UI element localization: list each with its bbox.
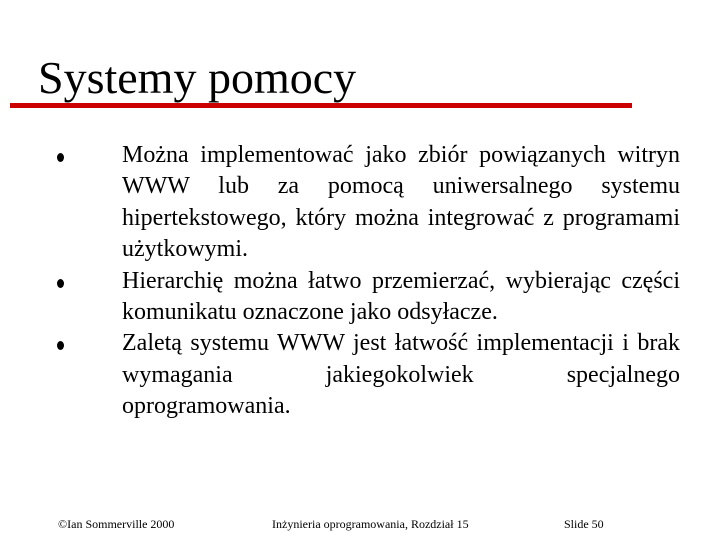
footer-course-title: Inżynieria oprogramowania, Rozdział 15 — [272, 517, 469, 531]
bullet-text: Można implementować jako zbiór powiązanych witryn WWW lub za pomocą uniwersalnego systemu hipertekstowego, który można integrować z programami użytkowymi. — [122, 142, 680, 263]
bullet-dot-icon — [57, 153, 64, 162]
footer-slide-number: Slide 50 — [564, 517, 604, 531]
bullet-item — [55, 140, 680, 266]
footer-copyright: ©Ian Sommerville 2000 — [58, 517, 175, 531]
bullet-dot-icon — [57, 341, 64, 350]
bullet-item — [55, 266, 680, 329]
title-underline — [10, 103, 632, 108]
bullet-dot-icon — [57, 279, 64, 288]
bullet-item — [55, 328, 680, 422]
bullet-list — [55, 140, 680, 423]
bullet-text: Zaletą systemu WWW jest łatwość implementacji i brak wymagania jakiegokolwiek specjalnego oprogramowania. — [122, 330, 680, 420]
slide-title: Systemy pomocy — [38, 52, 357, 103]
bullet-text: Hierarchię można łatwo przemierzać, wybierając części komunikatu oznaczone jako odsyłacze. — [122, 267, 680, 326]
